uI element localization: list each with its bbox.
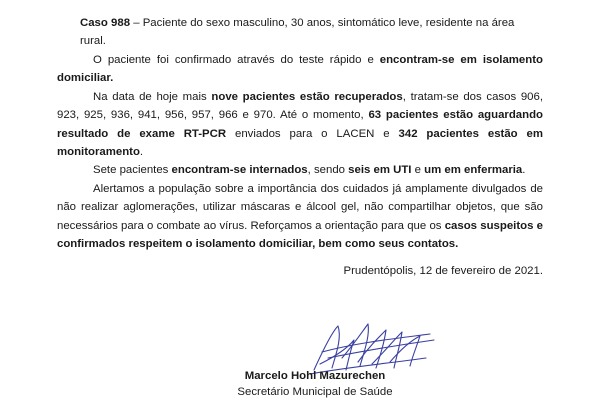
signatory-role: Secretário Municipal de Saúde [237,386,393,398]
bold-span: encontram-se internados [171,164,308,177]
text-span: Alertamos a população sobre a importância dos cuidados já amplamente divulgados de não realizar aglomerações, utilizar máscaras e álcool gel, não compartilhar objetos, que são necessários para o combate ao vírus. Reforçamos a orientação para que os [57,182,543,232]
text-span: , sendo [307,164,349,177]
paragraph-alert [57,180,543,254]
date-line: Prudentópolis, 12 de fevereiro de 2021. [343,265,543,277]
bold-span: 342 pacientes estão em monitoramento [57,127,543,159]
text-span: Na data de hoje mais [93,90,212,103]
paragraph-recovered [57,88,543,162]
signatory-name: Marcelo Hohl Mazurechen [244,370,386,382]
text-span: , tratam-se dos casos 906, 923, 925, 936, 941, 956, 957, 966 e 970. Até o momento, [57,90,544,122]
text-span: O paciente foi confirmado através do teste rápido e [93,54,380,66]
case-description: – Paciente do sexo masculino, 30 anos, sintomático leve, residente na área rural. [80,17,515,48]
case-label: Caso 988 [80,17,131,29]
case-heading [57,14,543,51]
bold-span: seis em UTI [348,164,412,177]
bold-span: encontram-se em isolamento domiciliar. [57,54,543,85]
bold-span: casos suspeitos e confirmados respeitem o isolamento domiciliar, bem como seus contatos. [57,219,543,251]
bold-span: 63 pacientes estão aguardando resultado de exame RT-PCR [57,109,543,140]
text-span: e [411,164,425,177]
bold-span: um em enfermaria [424,164,523,177]
paragraph-hospitalized [57,161,543,179]
text-span: . [522,164,526,177]
text-span: Sete pacientes [93,164,172,177]
bold-span: nove pacientes estão recuperados [211,90,403,103]
paragraph-confirmation [57,51,543,88]
text-span: . [139,146,144,159]
document-page [57,0,543,400]
body-text [57,51,543,253]
text-span: enviados para o LACEN e [226,127,399,140]
